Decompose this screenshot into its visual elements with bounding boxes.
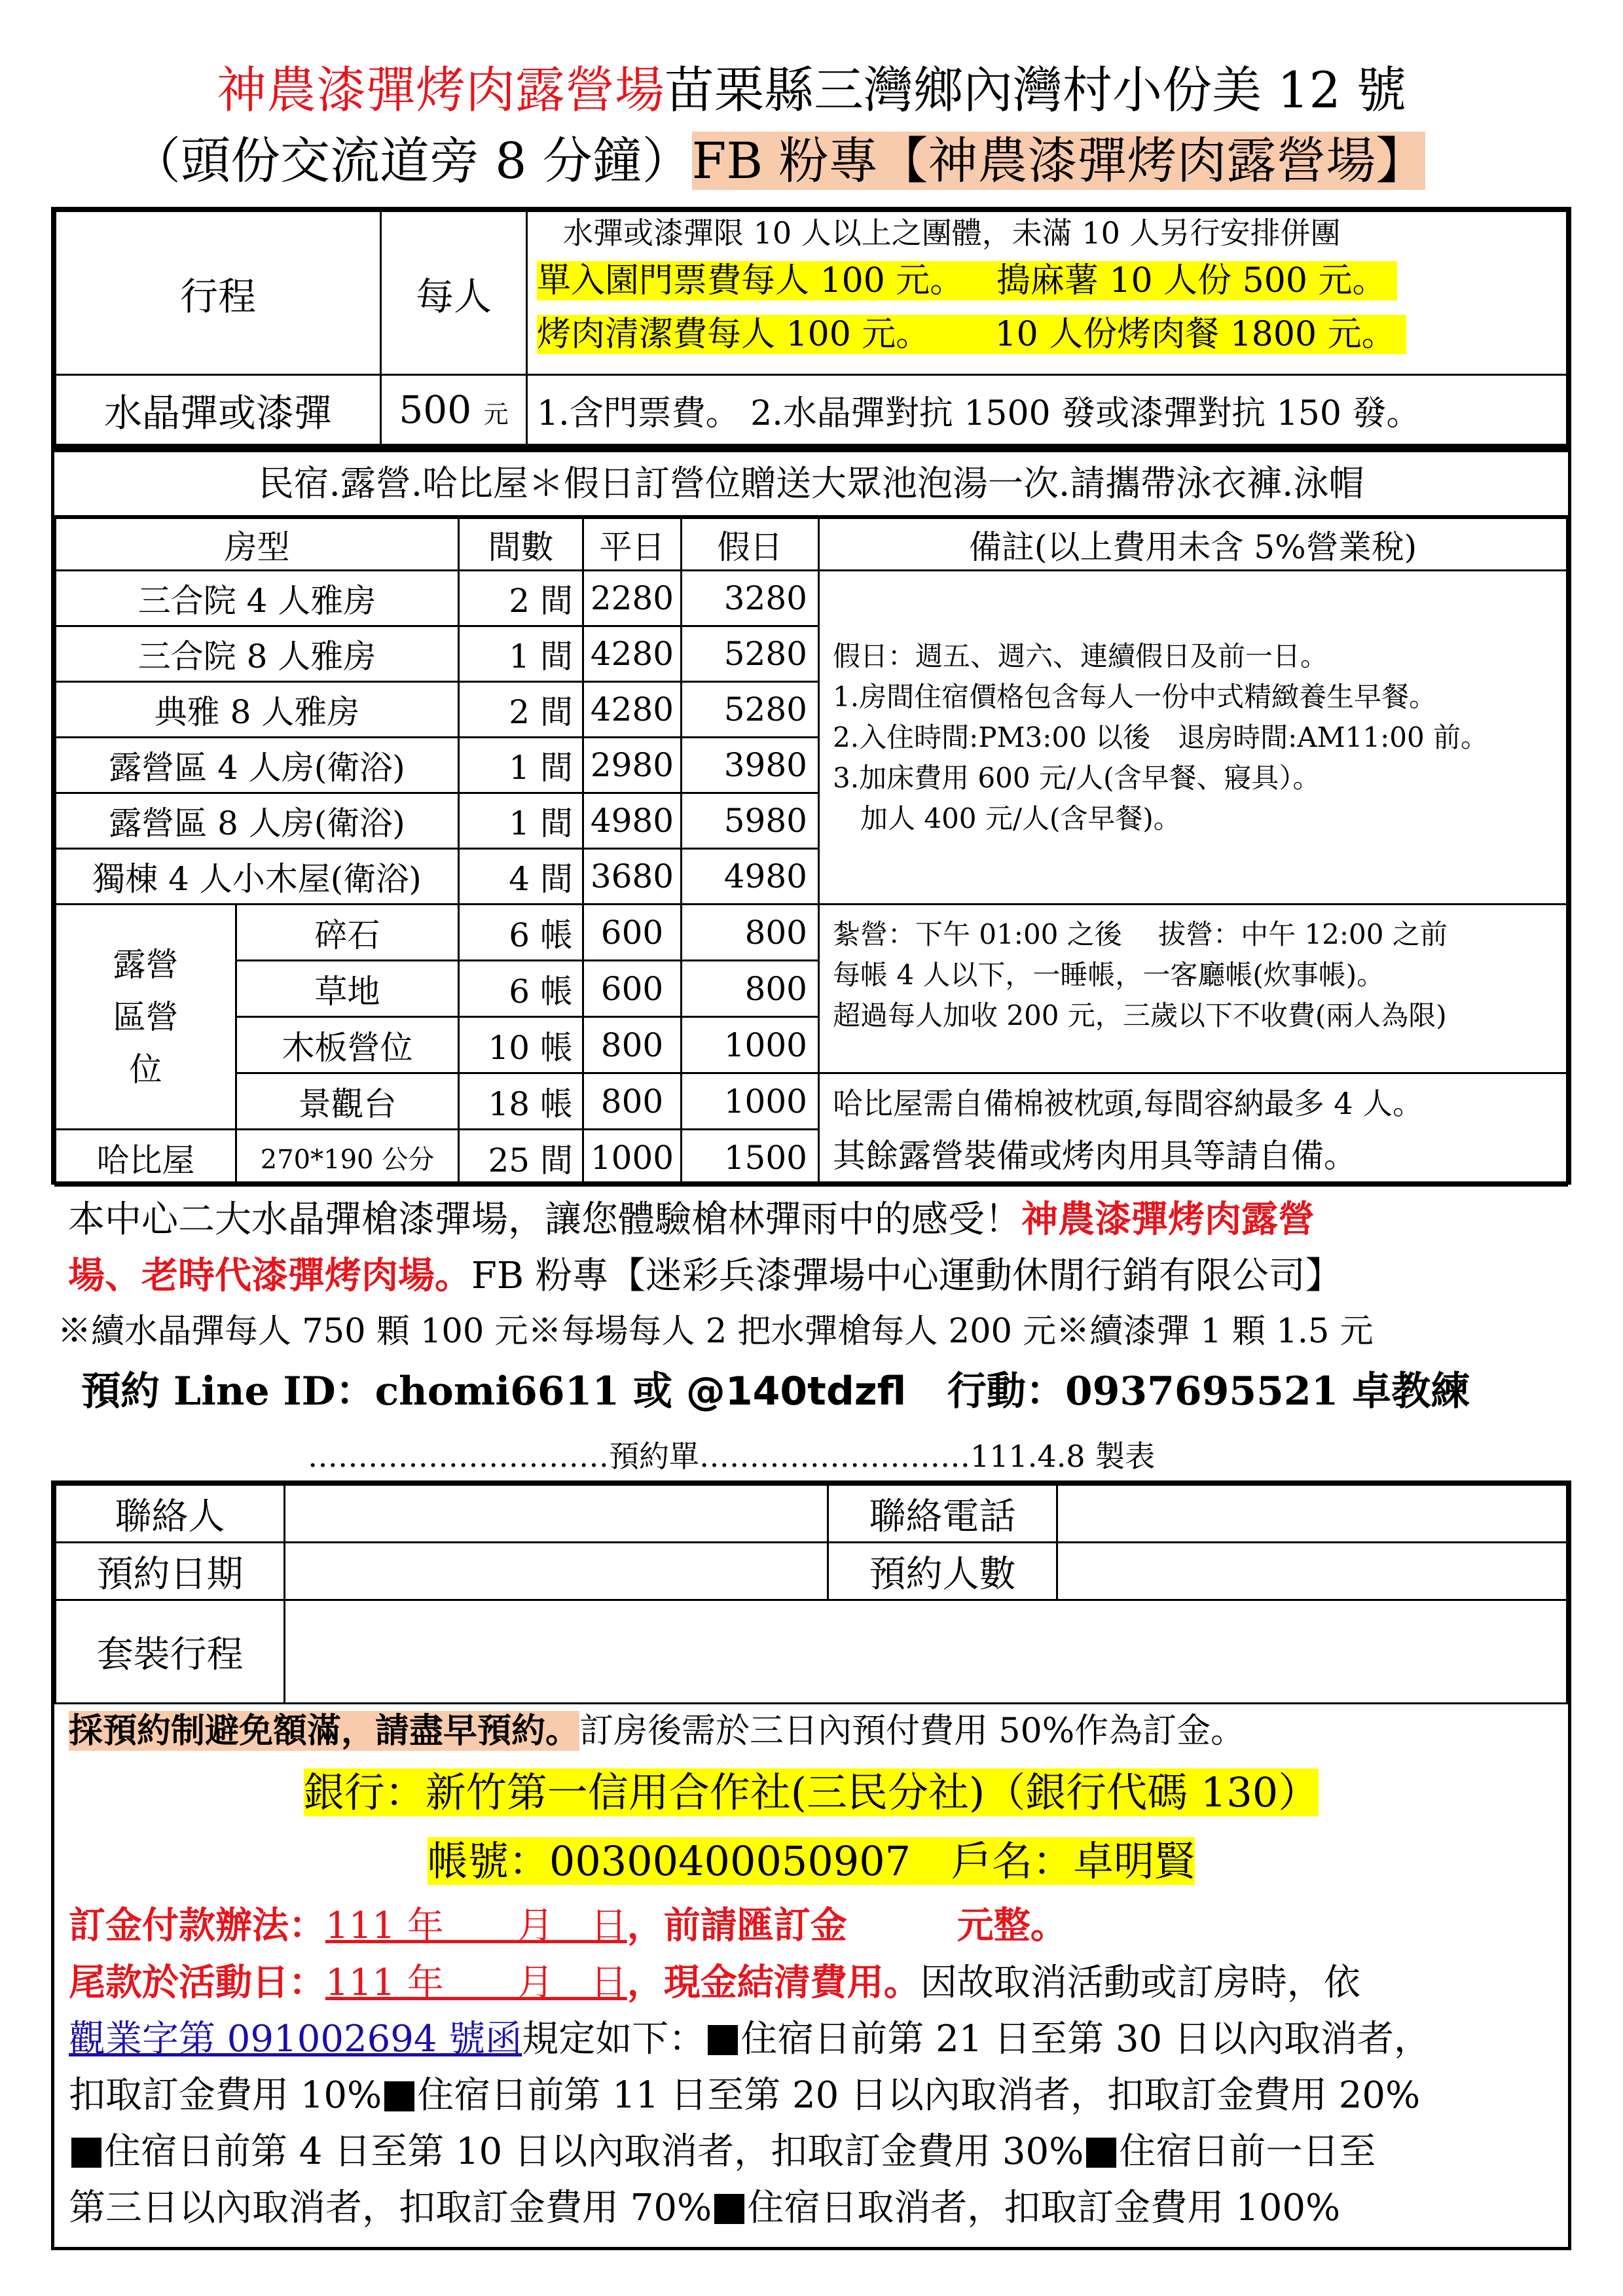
- room-count: 1 間: [459, 738, 583, 793]
- form-title: 預約單: [609, 1439, 699, 1474]
- room-weekday: 2980: [583, 738, 682, 793]
- date-label: 預約日期: [56, 1543, 285, 1600]
- hobbit-weekday: 1000: [583, 1130, 682, 1186]
- package-field[interactable]: [285, 1600, 1567, 1704]
- booking-hint: 採預約制避免額滿，請盡早預約。訂房後需於三日內預付費用 50%作為訂金。: [69, 1711, 1245, 1751]
- hobbit-size: 270*190 公分: [236, 1130, 459, 1186]
- venue-name: 神農漆彈烤肉露營場: [216, 61, 665, 119]
- room-count: 1 間: [459, 626, 583, 682]
- header-line-1: [0, 58, 1623, 123]
- room-name: 三合院 8 人雅房: [56, 626, 459, 682]
- hobbit-notes: 哈比屋需自備棉被枕頭,每間容納最多 4 人。 其餘露營裝備或烤肉用具等請自備。: [819, 1073, 1567, 1186]
- hobbit-holiday: 1500: [682, 1130, 819, 1186]
- booking-form: [51, 1480, 1571, 2250]
- hdr-notes: 備註(以上費用未含 5%營業稅): [819, 518, 1567, 571]
- hdr-count: 間數: [459, 518, 583, 571]
- square-bullet-icon: [714, 2194, 744, 2224]
- camp-count: 10 帳: [459, 1017, 583, 1073]
- date-field[interactable]: [285, 1543, 828, 1600]
- regulation-link[interactable]: 觀業字第 091002694 號函: [69, 2018, 522, 2060]
- payment-section: [54, 1702, 1568, 2236]
- camp-notes: 紮營：下午 01:00 之後 拔營：中午 12:00 之前 每帳 4 人以下，一睡帳，一客廳帳(炊事帳)。 超過每人加收 200 元，三歲以下不收費(兩人為限): [819, 905, 1567, 1073]
- room-holiday: 3280: [682, 571, 819, 626]
- camp-holiday: 1000: [682, 1017, 819, 1073]
- room-holiday: 3980: [682, 738, 819, 793]
- booking-contact: 預約 Line ID：chomi6611 或 @140tdzfl 行動：0937695521 卓教練: [81, 1369, 1470, 1414]
- room-holiday: 5280: [682, 626, 819, 682]
- hdr-room-type: 房型: [56, 518, 459, 571]
- camp-count: 18 帳: [459, 1073, 583, 1130]
- deposit-line: 訂金付款辦法：111 年 月 日，前請匯訂金 元整。: [69, 1904, 1067, 1947]
- phone-field[interactable]: [1057, 1485, 1567, 1543]
- lodging-table: [54, 517, 1568, 1187]
- directions: （頭份交流道旁 8 分鐘）: [131, 132, 692, 190]
- camp-holiday: 800: [682, 961, 819, 1017]
- item-name: 水晶彈或漆彈: [56, 375, 381, 445]
- form-divider: …………………………預約單………………………111.4.8 製表: [308, 1439, 1156, 1474]
- camp-name: 草地: [236, 961, 459, 1017]
- camp-holiday: 1000: [682, 1073, 819, 1130]
- pricing-notes: [527, 211, 1567, 375]
- camp-weekday: 600: [583, 905, 682, 961]
- room-count: 1 間: [459, 793, 583, 849]
- camp-count: 6 帳: [459, 961, 583, 1017]
- price-box: [51, 207, 1571, 449]
- room-count: 4 間: [459, 849, 583, 905]
- camp-name: 木板營位: [236, 1017, 459, 1073]
- room-count: 2 間: [459, 682, 583, 738]
- hdr-holiday: 假日: [682, 518, 819, 571]
- contact-field[interactable]: [285, 1485, 828, 1543]
- lodging-box: [51, 449, 1571, 1185]
- hdr-weekday: 平日: [583, 518, 682, 571]
- people-field[interactable]: [1057, 1543, 1567, 1600]
- lodging-banner: 民宿.露營.哈比屋＊假日訂營位贈送大眾池泡湯一次.請攜帶泳衣褲.泳帽: [54, 452, 1568, 517]
- phone-label: 聯絡電話: [828, 1485, 1057, 1543]
- room-count: 2 間: [459, 571, 583, 626]
- room-holiday: 5280: [682, 682, 819, 738]
- group-note: 水彈或漆彈限 10 人以上之團體，未滿 10 人另行安排併團: [563, 215, 1341, 251]
- camp-holiday: 800: [682, 905, 819, 961]
- hobbit-count: 25 間: [459, 1130, 583, 1186]
- people-label: 預約人數: [828, 1543, 1057, 1600]
- room-weekday: 3680: [583, 849, 682, 905]
- square-bullet-icon: [1086, 2138, 1116, 2168]
- fb-page: FB 粉專【神農漆彈烤肉露營場】: [691, 132, 1426, 190]
- room-weekday: 4280: [583, 682, 682, 738]
- room-name: 露營區 4 人房(衛浴): [56, 738, 459, 793]
- line-id-alt: @140tdzfl: [685, 1369, 907, 1414]
- fee-line-2: 烤肉清潔費每人 100 元。 10 人份烤肉餐 1800 元。: [537, 315, 1406, 354]
- camp-weekday: 800: [583, 1017, 682, 1073]
- col-per-person: 每人: [381, 211, 527, 375]
- bank-info: 銀行：新竹第一信用合作社(三民分社)（銀行代碼 130）: [303, 1768, 1319, 1816]
- room-name: 露營區 8 人房(衛浴): [56, 793, 459, 849]
- room-holiday: 5980: [682, 793, 819, 849]
- venue-address: 苗栗縣三灣鄉內灣村小份美 12 號: [664, 61, 1407, 119]
- room-weekday: 2280: [583, 571, 682, 626]
- cancel-rule-3: 住宿日前第 4 日至第 10 日以內取消者，扣取訂金費用 30% 住宿日前一日至: [54, 2124, 1568, 2180]
- promo-line-2: 場、老時代漆彈烤肉場。FB 粉專【迷彩兵漆彈場中心運動休閒行銷有限公司】: [68, 1254, 1342, 1297]
- camp-count: 6 帳: [459, 905, 583, 961]
- cancel-rule-1: 觀業字第 091002694 號函規定如下： 住宿日前第 21 日至第 30 日以內取消者，: [69, 2018, 1431, 2060]
- camp-weekday: 600: [583, 961, 682, 1017]
- room-weekday: 4980: [583, 793, 682, 849]
- room-name: 三合院 4 人雅房: [56, 571, 459, 626]
- final-payment-line: 尾款於活動日：111 年 月 日，現金結清費用。因故取消活動或訂房時，依: [69, 1961, 1360, 2004]
- cancel-rule-4: 第三日以內取消者，扣取訂金費用 70% 住宿日取消者，扣取訂金費用 100%: [69, 2187, 1341, 2229]
- square-bullet-icon: [384, 2081, 414, 2111]
- room-holiday: 4980: [682, 849, 819, 905]
- square-bullet-icon: [71, 2138, 101, 2168]
- contact-label: 聯絡人: [56, 1485, 285, 1543]
- room-name: 典雅 8 人雅房: [56, 682, 459, 738]
- item-desc: 1.含門票費。 2.水晶彈對抗 1500 發或漆彈對抗 150 發。: [527, 375, 1567, 445]
- room-notes: 假日：週五、週六、連續假日及前一日。 1.房間住宿價格包含每人一份中式精緻養生早餐。 2.入住時間:PM3:00 以後 退房時間:AM11:00 前。 3.加床費用 600 元/人(含早餐、寢具）。 加人 400 元/人(含早餐)。: [819, 571, 1567, 905]
- square-bullet-icon: [708, 2025, 738, 2055]
- col-itinerary: 行程: [56, 211, 381, 375]
- camp-label: 露營區營位: [56, 905, 236, 1130]
- camp-weekday: 800: [583, 1073, 682, 1130]
- camp-name: 碎石: [236, 905, 459, 961]
- header-line-2: [131, 128, 1425, 194]
- item-price: 500 元: [381, 375, 527, 445]
- fee-line-1: 單入園門票費每人 100 元。 搗麻薯 10 人份 500 元。: [537, 261, 1397, 300]
- cancel-rule-2: 扣取訂金費用 10% 住宿日前第 11 日至第 20 日以內取消者，扣取訂金費用 20%: [69, 2074, 1421, 2117]
- room-name: 獨棟 4 人小木屋(衛浴): [56, 849, 459, 905]
- room-weekday: 4280: [583, 626, 682, 682]
- package-label: 套裝行程: [56, 1600, 285, 1704]
- hobbit-label: 哈比屋: [56, 1130, 236, 1186]
- camp-name: 景觀台: [236, 1073, 459, 1130]
- account-info: 帳號：00300400050907 戶名：卓明賢: [427, 1837, 1195, 1885]
- promo-line-1: 本中心二大水晶彈槍漆彈場，讓您體驗槍林彈雨中的感受！神農漆彈烤肉露營: [68, 1198, 1315, 1241]
- promo-line-3: ※續水晶彈每人 750 顆 100 元※每場每人 2 把水彈槍每人 200 元※續漆彈 1 顆 1.5 元: [58, 1312, 1374, 1351]
- form-made-date: 111.4.8 製表: [970, 1439, 1156, 1474]
